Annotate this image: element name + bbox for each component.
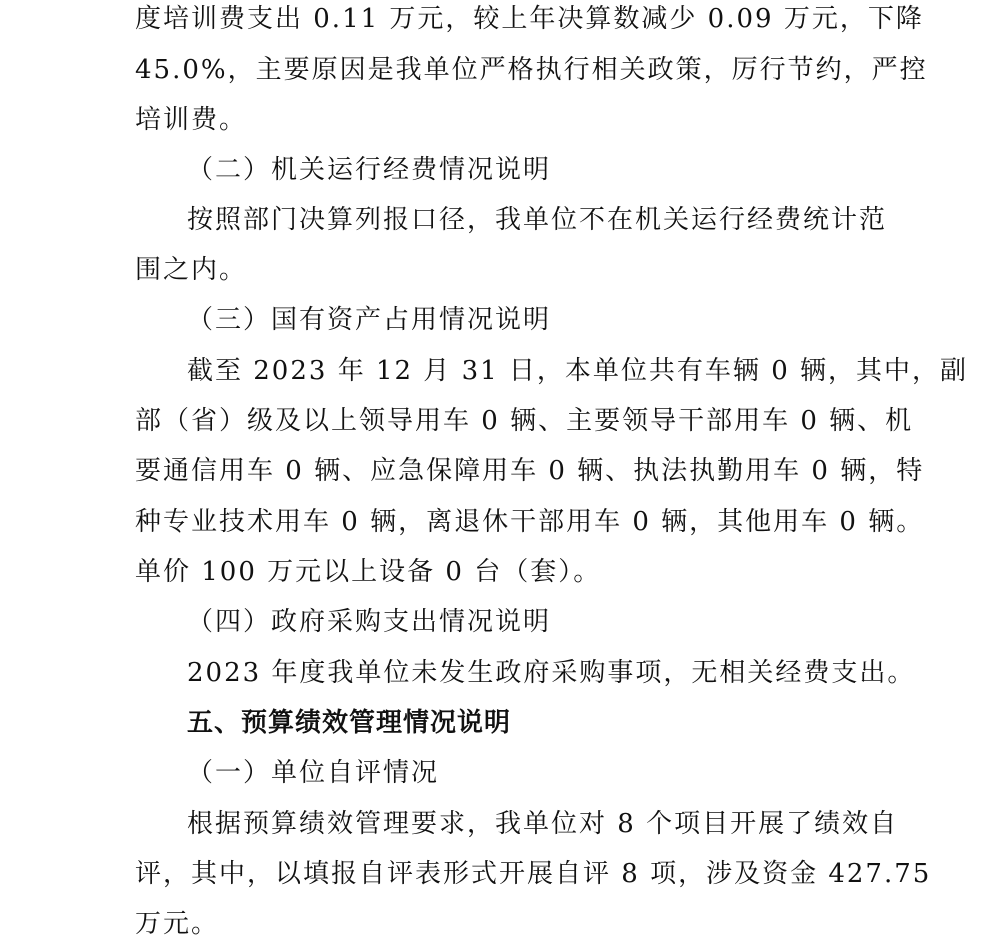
paragraph-line-9: 部（省）级及以上领导用车 0 辆、主要领导干部用车 0 辆、机 — [135, 406, 914, 436]
paragraph-line-1: 度培训费支出 0.11 万元，较上年决算数减少 0.09 万元，下降 — [135, 4, 924, 34]
paragraph-line-2: 45.0%，主要原因是我单位严格执行相关政策，厉行节约，严控 — [135, 55, 928, 85]
paragraph-line-5: 按照部门决算列报口径，我单位不在机关运行经费统计范 — [187, 205, 888, 235]
subheading-self-evaluation: （一）单位自评情况 — [187, 758, 440, 788]
paragraph-line-14: 2023 年度我单位未发生政府采购事项，无相关经费支出。 — [187, 658, 916, 688]
paragraph-line-18: 评，其中，以填报自评表形式开展自评 8 项，涉及资金 427.75 — [135, 859, 932, 889]
paragraph-line-6: 围之内。 — [135, 255, 248, 285]
paragraph-line-17: 根据预算绩效管理要求，我单位对 8 个项目开展了绩效自 — [187, 809, 899, 839]
paragraph-line-19: 万元。 — [135, 909, 220, 939]
subheading-admin-expenses: （二）机关运行经费情况说明 — [187, 155, 552, 185]
paragraph-line-8: 截至 2023 年 12 月 31 日，本单位共有车辆 0 辆，其中，副 — [187, 356, 968, 386]
paragraph-line-3: 培训费。 — [135, 105, 248, 135]
subheading-procurement: （四）政府采购支出情况说明 — [187, 607, 552, 637]
paragraph-line-10: 要通信用车 0 辆、应急保障用车 0 辆、执法执勤用车 0 辆，特 — [135, 456, 925, 486]
paragraph-line-12: 单价 100 万元以上设备 0 台（套）。 — [135, 557, 602, 587]
section-heading-performance: 五、预算绩效管理情况说明 — [187, 708, 512, 738]
subheading-state-assets: （三）国有资产占用情况说明 — [187, 305, 552, 335]
paragraph-line-11: 种专业技术用车 0 辆，离退休干部用车 0 辆，其他用车 0 辆。 — [135, 507, 925, 537]
